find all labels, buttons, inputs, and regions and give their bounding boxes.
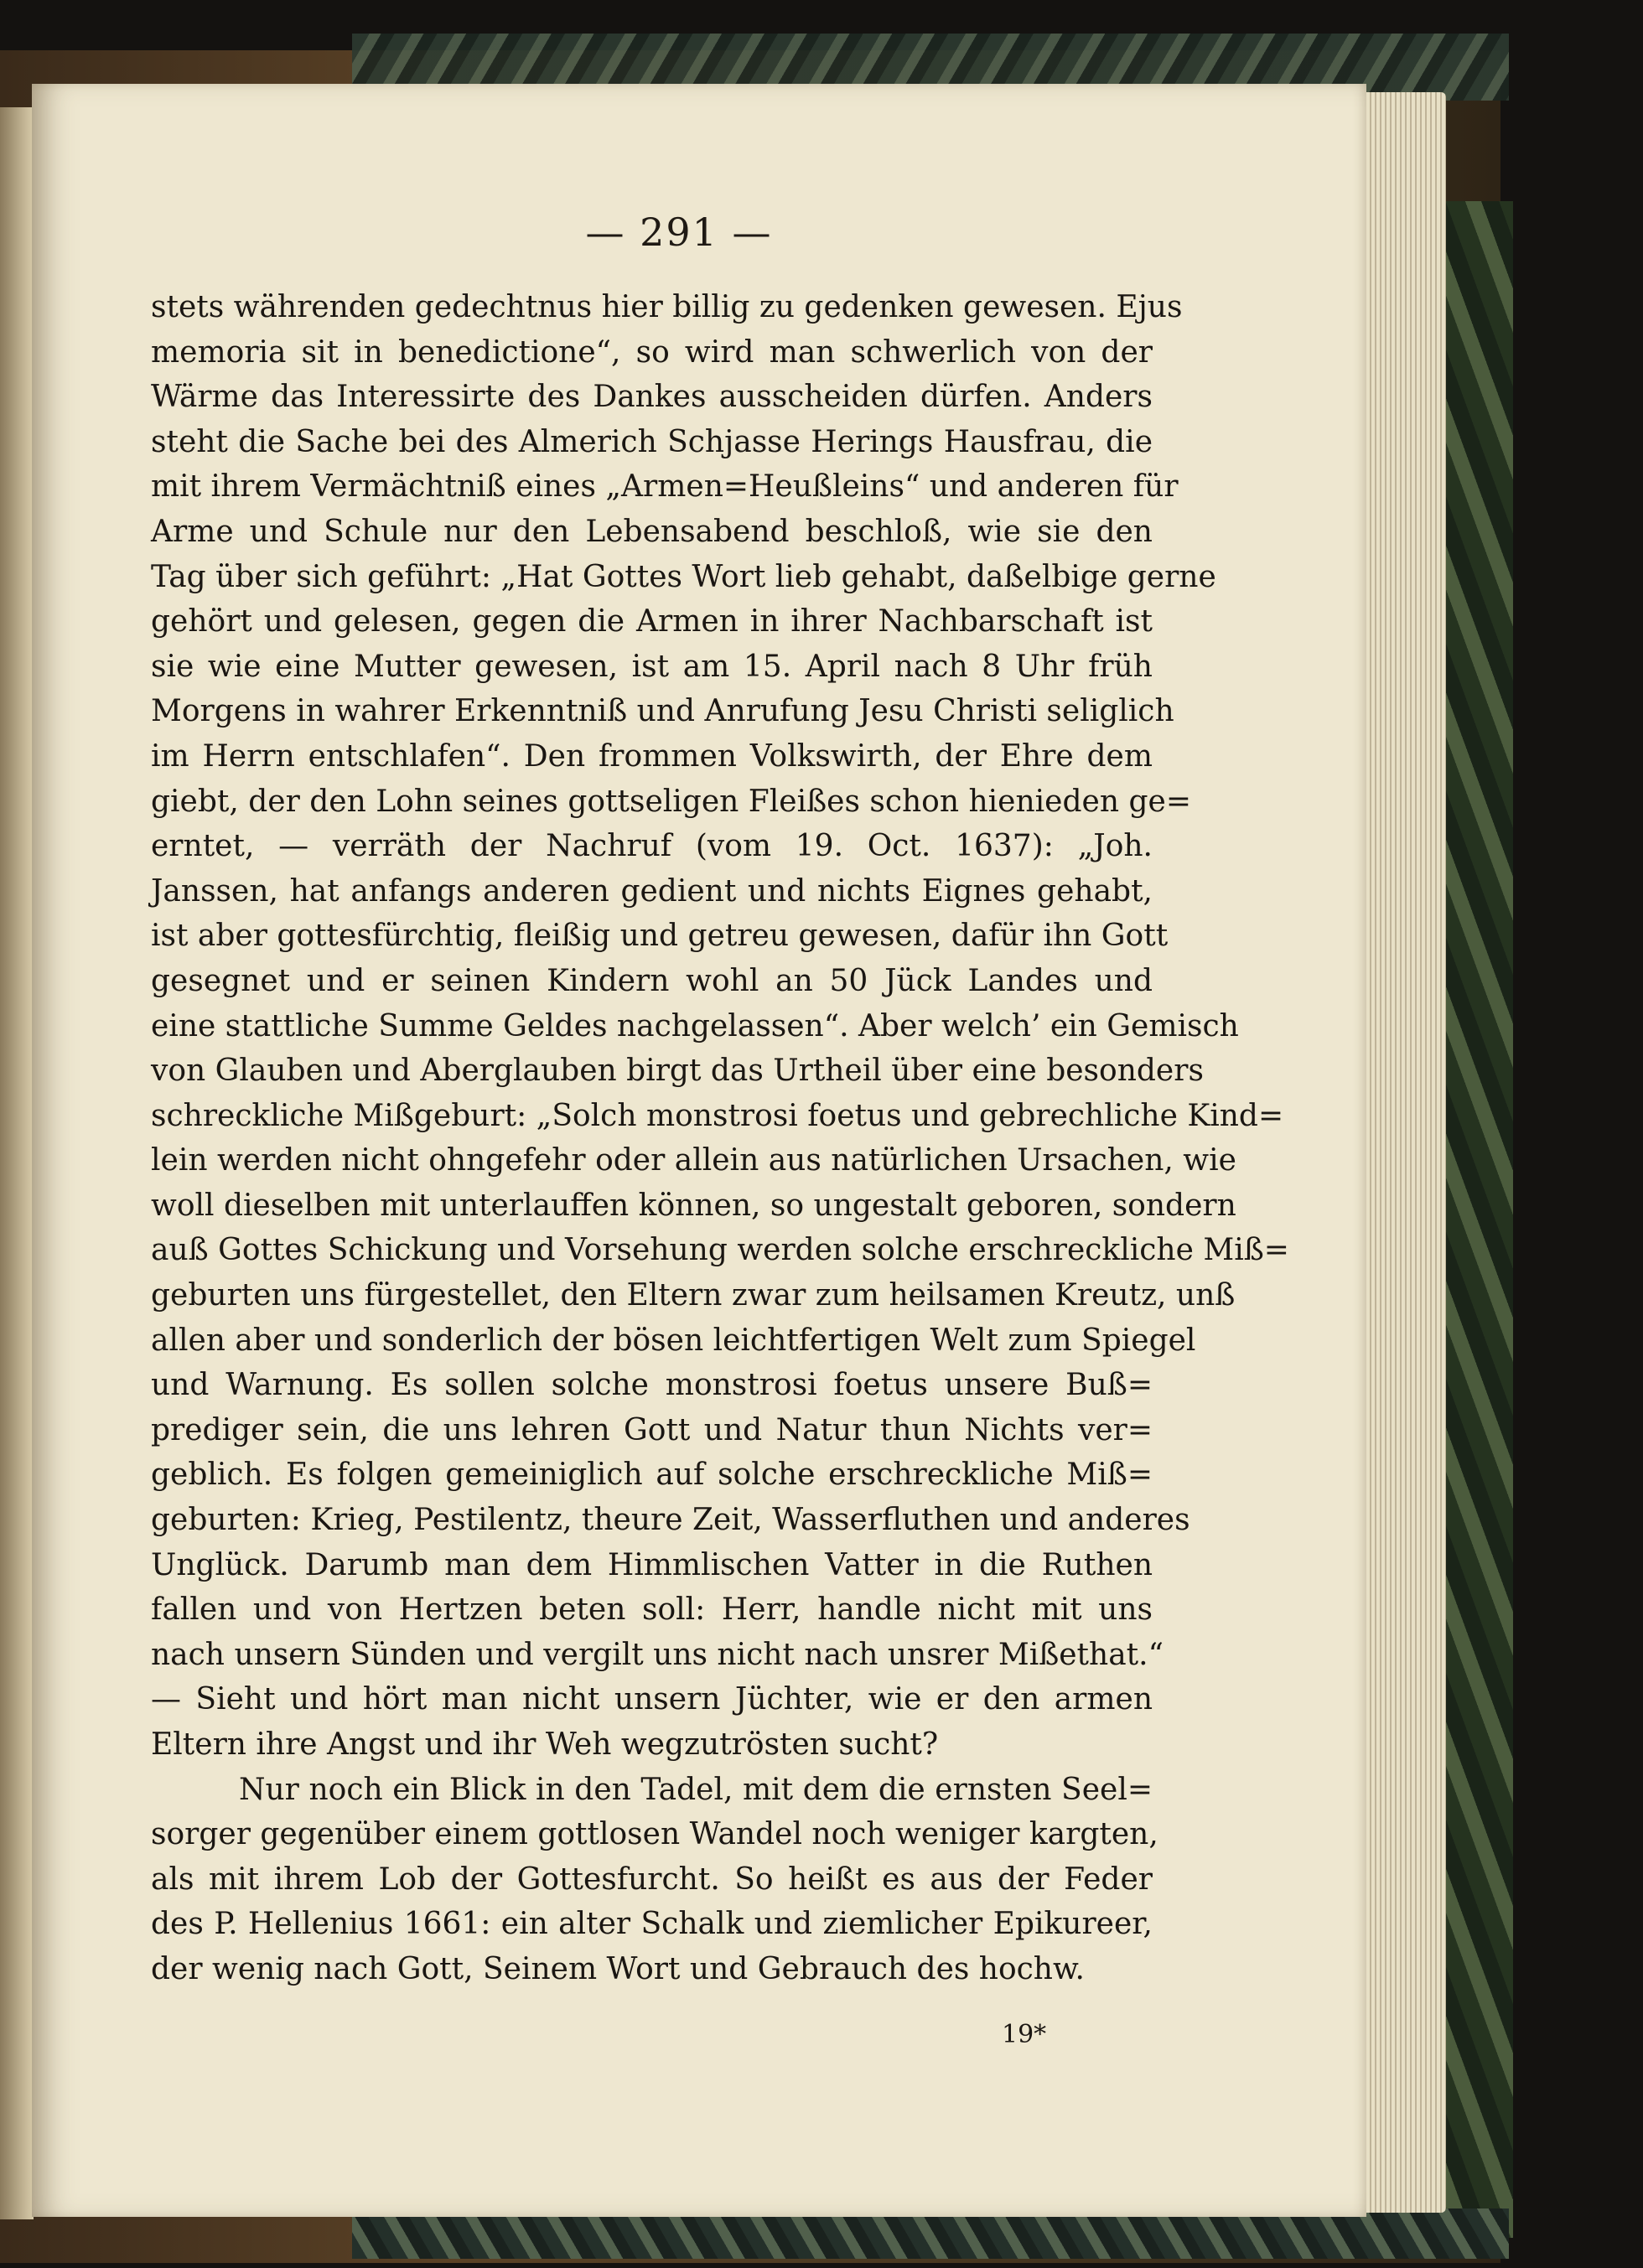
text-line: von Glauben und Aberglauben birgt das Urtheil über eine besonders bbox=[151, 1054, 1204, 1089]
text-line: als mit ihrem Lob der Gottesfurcht. So heißt es aus der Feder bbox=[151, 1862, 1153, 1897]
text-line: Wärme das Interessirte des Dankes ausscheiden dürfen. Anders bbox=[151, 380, 1153, 415]
text-line: allen aber und sonderlich der bösen leichtfertigen Welt zum Spiegel bbox=[151, 1323, 1196, 1358]
text-line: Eltern ihre Angst und ihr Weh wegzutrösten sucht? bbox=[151, 1727, 939, 1762]
left-page-edge bbox=[0, 107, 34, 2219]
text-line: lein werden nicht ohngefehr oder allein aus natürlichen Ursachen, wie bbox=[151, 1143, 1236, 1178]
text-line: sorger gegenüber einem gottlosen Wandel noch weniger kargten, bbox=[151, 1817, 1158, 1852]
text-line: ist aber gottesfürchtig, fleißig und getreu gewesen, dafür ihn Gott bbox=[151, 919, 1169, 954]
text-line: Unglück. Darumb man dem Himmlischen Vatter in die Ruthen bbox=[151, 1547, 1153, 1582]
text-line: woll dieselben mit unterlauffen können, so ungestalt geboren, sondern bbox=[151, 1188, 1236, 1223]
page-number: — 291 — bbox=[585, 210, 773, 255]
text-line: gesegnet und er seinen Kindern wohl an 50 Jück Landes und bbox=[151, 963, 1153, 998]
text-line: Morgens in wahrer Erkenntniß und Anrufung Jesu Christi seliglich bbox=[151, 694, 1174, 729]
text-line: — Sieht und hört man nicht unsern Jüchter, wie er den armen bbox=[151, 1682, 1153, 1717]
text-line: geburten: Krieg, Pestilentz, theure Zeit, Wasserfluthen und anderes bbox=[151, 1503, 1190, 1538]
text-line: geburten uns fürgestellet, den Eltern zwar zum heilsamen Kreutz, unß bbox=[151, 1278, 1236, 1313]
paragraph bbox=[151, 1768, 1158, 1992]
text-line: geblich. Es folgen gemeiniglich auf solche erschreckliche Miß= bbox=[151, 1458, 1153, 1493]
text-line: der wenig nach Gott, Seinem Wort und Gebrauch des hochw. bbox=[151, 1951, 1085, 1986]
text-line: erntet, — verräth der Nachruf (vom 19. Oct. 1637): „Joh. bbox=[151, 829, 1153, 864]
text-line: fallen und von Hertzen beten soll: Herr, handle nicht mit uns bbox=[151, 1592, 1153, 1628]
text-line: Tag über sich geführt: „Hat Gottes Wort lieb gehabt, daßelbige gerne bbox=[151, 559, 1216, 594]
text-line: giebt, der den Lohn seines gottseligen Fleißes schon hienieden ge= bbox=[151, 784, 1191, 819]
marbled-edge-right bbox=[1438, 201, 1513, 2238]
paragraph bbox=[151, 285, 1289, 1768]
paragraphs bbox=[151, 285, 1289, 1992]
text-line: nach unsern Sünden und vergilt uns nicht nach unsrer Mißethat.“ bbox=[151, 1637, 1164, 1672]
signature-mark: 19* bbox=[1002, 2020, 1047, 2049]
text-line: steht die Sache bei des Almerich Schjasse Herings Hausfrau, die bbox=[151, 424, 1153, 459]
text-line: stets währenden gedechtnus hier billig zu gedenken gewesen. Ejus bbox=[151, 290, 1183, 324]
text-line: Arme und Schule nur den Lebensabend beschloß, wie sie den bbox=[151, 514, 1153, 549]
text-line: gehört und gelesen, gegen die Armen in ihrer Nachbarschaft ist bbox=[151, 604, 1153, 639]
text-line: memoria sit in benedictione“, so wird man schwerlich von der bbox=[151, 334, 1153, 370]
text-line: eine stattliche Summe Geldes nachgelassen“. Aber welch’ ein Gemisch bbox=[151, 1008, 1239, 1043]
text-line: auß Gottes Schickung und Vorsehung werden solche erschreckliche Miß= bbox=[151, 1233, 1289, 1268]
text-line: prediger sein, die uns lehren Gott und Natur thun Nichts ver= bbox=[151, 1412, 1153, 1447]
text-line: und Warnung. Es sollen solche monstrosi foetus unsere Buß= bbox=[151, 1368, 1153, 1403]
text-line: des P. Hellenius 1661: ein alter Schalk und ziemlicher Epikureer, bbox=[151, 1907, 1153, 1942]
text-line: mit ihrem Vermächtniß eines „Armen=Heußleins“ und anderen für bbox=[151, 469, 1179, 505]
text-line: schreckliche Mißgeburt: „Solch monstrosi foetus und gebrechliche Kind= bbox=[151, 1098, 1284, 1133]
page-body bbox=[151, 285, 1289, 1992]
text-line: sie wie eine Mutter gewesen, ist am 15. April nach 8 Uhr früh bbox=[151, 649, 1153, 684]
text-line: im Herrn entschlafen“. Den frommen Volkswirth, der Ehre dem bbox=[151, 738, 1153, 774]
text-line: Janssen, hat anfangs anderen gedient und nichts Eignes gehabt, bbox=[151, 873, 1153, 909]
text-line: Nur noch ein Blick in den Tadel, mit dem die ernsten Seel= bbox=[239, 1772, 1153, 1807]
